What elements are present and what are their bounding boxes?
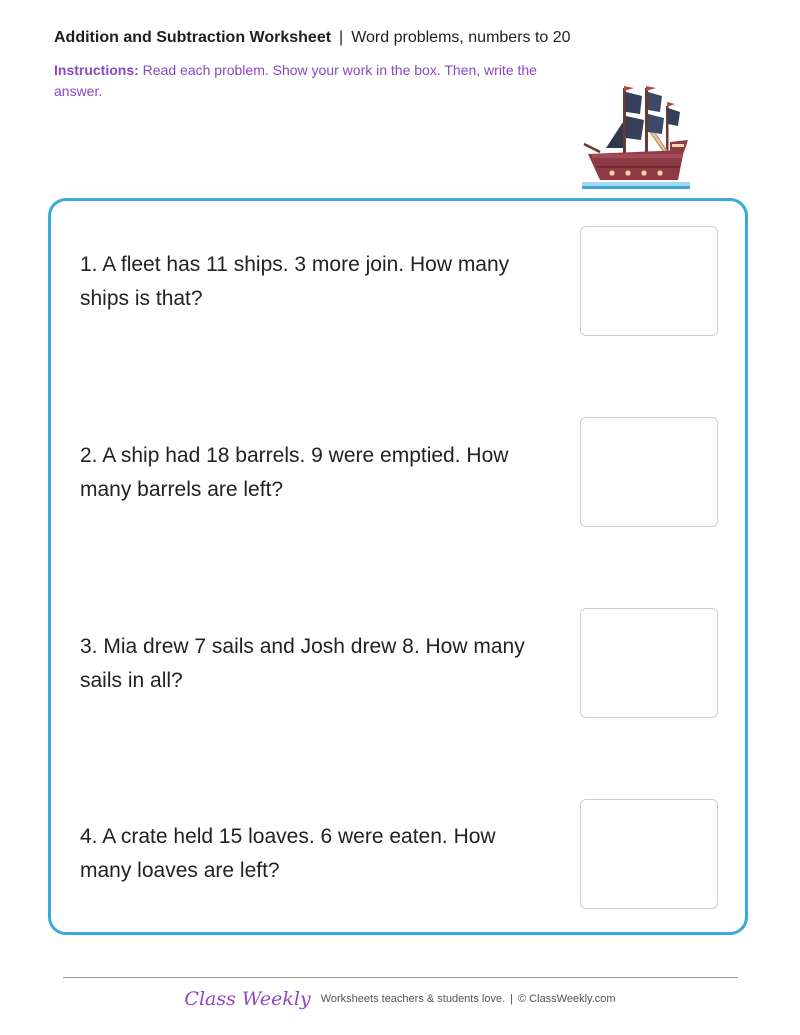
- header-separator: |: [339, 29, 344, 46]
- brand-logo: Class Weekly: [184, 988, 311, 1010]
- footer-divider: [63, 977, 738, 978]
- instructions: [54, 60, 554, 102]
- footer: [0, 988, 800, 1010]
- answer-box-3[interactable]: [580, 608, 718, 718]
- worksheet-title: Addition and Subtraction Worksheet: [54, 29, 332, 46]
- problem-1-text: 1. A fleet has 11 ships. 3 more join. How many ships is that?: [80, 253, 510, 310]
- pirate-ship-icon: [578, 82, 694, 194]
- problem-4-text: 4. A crate held 15 loaves. 6 were eaten. How many loaves are left?: [80, 825, 496, 882]
- instructions-text: Read each problem. Show your work in the box. Then, write the answer.: [54, 62, 537, 99]
- footer-copyright: © ClassWeekly.com: [518, 993, 616, 1005]
- instructions-label: Instructions:: [54, 62, 139, 78]
- footer-separator: |: [510, 993, 514, 1005]
- answer-box-1[interactable]: [580, 226, 718, 336]
- problem-3-text: 3. Mia drew 7 sails and Josh drew 8. How many sails in all?: [80, 635, 525, 692]
- footer-tagline: Worksheets teachers & students love.: [320, 993, 506, 1005]
- answer-box-2[interactable]: [580, 417, 718, 527]
- worksheet-header: [54, 28, 571, 48]
- worksheet-subtitle: Word problems, numbers to 20: [351, 29, 571, 46]
- problem-2-text: 2. A ship had 18 barrels. 9 were emptied. How many barrels are left?: [80, 444, 509, 501]
- answer-box-4[interactable]: [580, 799, 718, 909]
